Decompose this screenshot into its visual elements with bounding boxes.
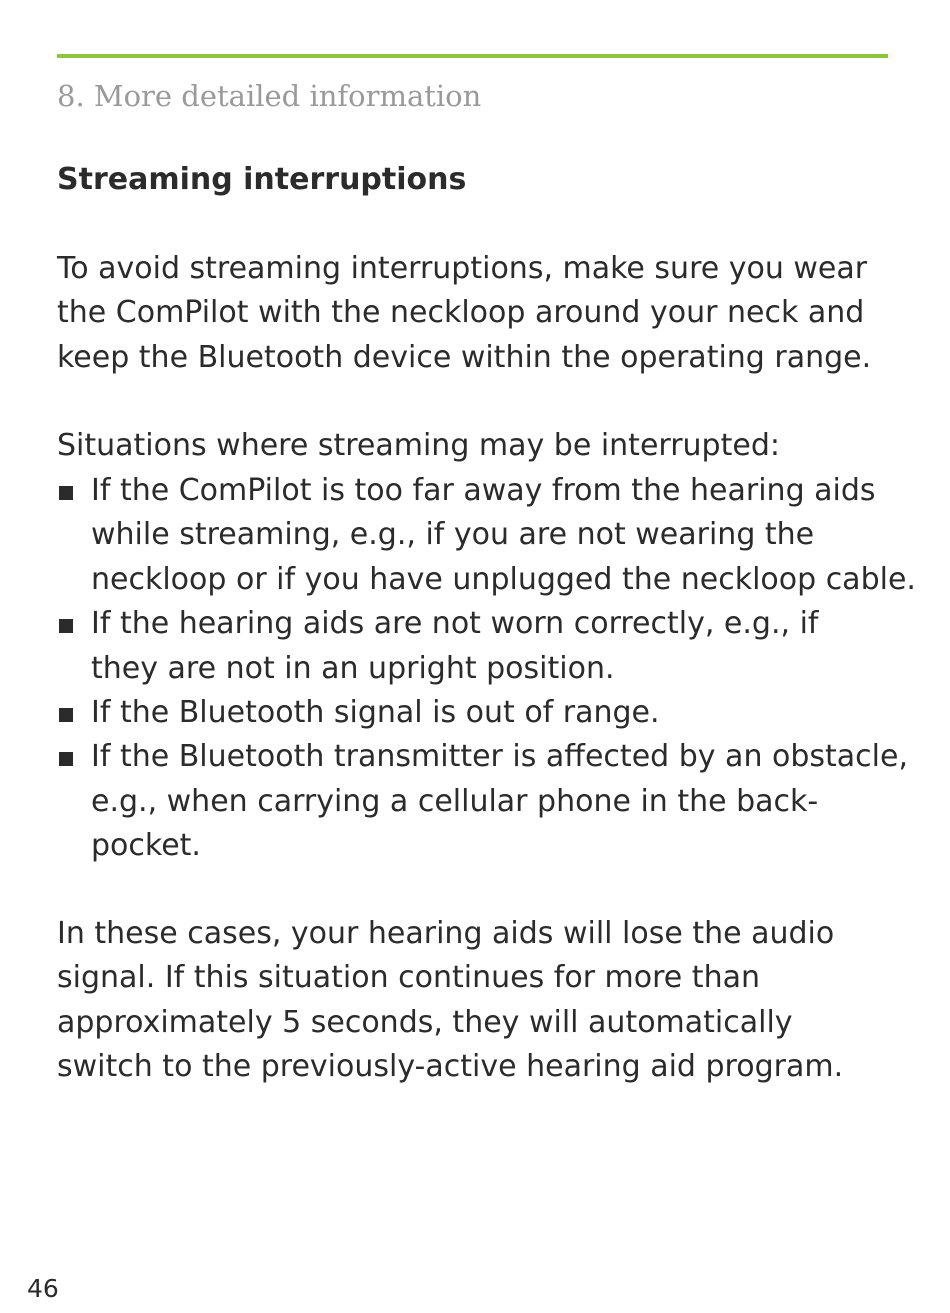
list-item-line: e.g., when carrying a cellular phone in the back- xyxy=(91,783,819,819)
paragraph-line: In these cases, your hearing aids will lose the audio xyxy=(57,916,835,951)
list-item xyxy=(57,602,917,691)
square-bullet-icon xyxy=(59,752,73,766)
paragraph-line: signal. If this situation continues for more than xyxy=(57,960,760,996)
situations-intro xyxy=(57,424,917,468)
list-item-line: If the hearing aids are not worn correctly, e.g., if xyxy=(91,606,819,642)
paragraph-signal-loss xyxy=(57,912,917,1090)
list-item-line: If the ComPilot is too far away from the hearing aids xyxy=(91,473,876,508)
square-bullet-icon xyxy=(59,708,73,722)
list-item-line: If the Bluetooth signal is out of range. xyxy=(91,695,660,731)
chapter-title: 8. More detailed information xyxy=(57,79,482,113)
interruption-situations-list xyxy=(57,469,917,869)
paragraph-line: the ComPilot with the neckloop around your neck and xyxy=(57,295,865,331)
paragraph-line: To avoid streaming interruptions, make sure you wear xyxy=(57,251,868,286)
header-rule xyxy=(57,54,888,58)
list-item-line: while streaming, e.g., if you are not wearing the xyxy=(91,517,815,553)
list-item xyxy=(57,735,917,868)
list-item xyxy=(57,469,917,602)
list-item-line: If the Bluetooth transmitter is affected by an obstacle, xyxy=(91,739,908,775)
list-item-line: they are not in an upright position. xyxy=(91,650,615,686)
square-bullet-icon xyxy=(59,619,73,633)
square-bullet-icon xyxy=(59,486,73,500)
paragraph-streaming-advice xyxy=(57,247,917,380)
list-item-line: pocket. xyxy=(91,828,201,864)
intro-line: Situations where streaming may be interrupted: xyxy=(57,428,780,463)
page-number: 46 xyxy=(27,1274,59,1303)
paragraph-line: keep the Bluetooth device within the operating range. xyxy=(57,339,872,375)
list-item xyxy=(57,691,917,735)
list-item-line: neckloop or if you have unplugged the neckloop cable. xyxy=(91,561,916,597)
paragraph-line: approximately 5 seconds, they will automatically xyxy=(57,1004,793,1040)
paragraph-line: switch to the previously-active hearing aid program. xyxy=(57,1049,844,1085)
section-heading: Streaming interruptions xyxy=(57,162,467,197)
